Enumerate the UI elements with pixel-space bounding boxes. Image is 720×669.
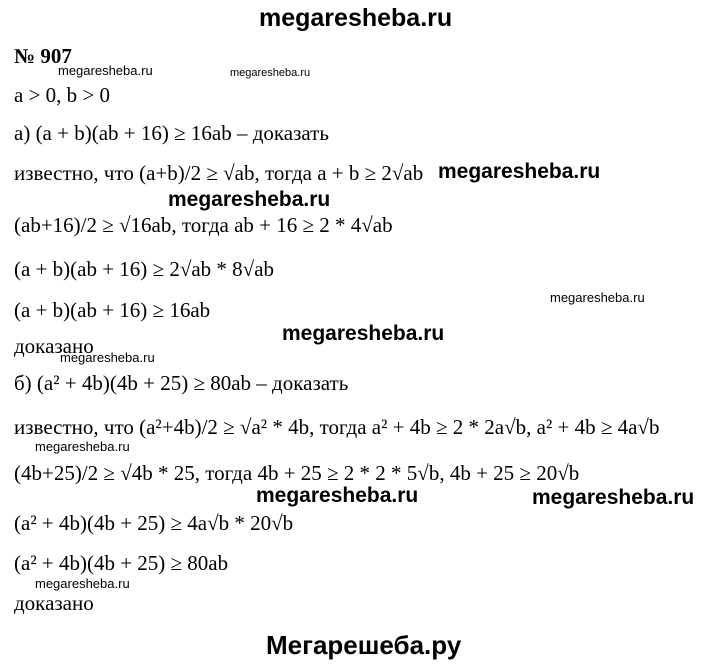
watermark: megaresheba.ru (282, 322, 445, 345)
part-b-step-3: (a² + 4b)(4b + 25) ≥ 4a√b * 20√b (14, 511, 294, 535)
watermark: megaresheba.ru (58, 63, 153, 78)
part-b-step-2: (4b+25)/2 ≥ √4b * 25, тогда 4b + 25 ≥ 2 * 2 * 5√b, 4b + 25 ≥ 20√b (14, 461, 580, 485)
watermark: megaresheba.ru (60, 350, 155, 365)
part-a-step-4: (a + b)(ab + 16) ≥ 16ab (14, 298, 211, 322)
part-a-step-2: (ab+16)/2 ≥ √16ab, тогда ab + 16 ≥ 2 * 4√ab (14, 213, 393, 237)
part-a-step-1: известно, что (a+b)/2 ≥ √ab, тогда a + b ≥ 2√ab (14, 161, 424, 185)
problem-number: № 907 (14, 44, 72, 68)
given-condition: a > 0, b > 0 (14, 83, 111, 107)
part-a-proved: доказано (14, 334, 94, 358)
part-a-statement: а) (a + b)(ab + 16) ≥ 16ab – доказать (14, 121, 329, 145)
watermark: megaresheba.ru (532, 486, 695, 509)
watermark: megaresheba.ru (35, 576, 130, 591)
watermark: megaresheba.ru (168, 188, 331, 211)
site-header: megaresheba.ru (259, 4, 453, 32)
watermark: megaresheba.ru (35, 439, 130, 454)
part-b-proved: доказано (14, 591, 94, 615)
part-a-step-3: (a + b)(ab + 16) ≥ 2√ab * 8√ab (14, 257, 275, 281)
watermark: megaresheba.ru (230, 67, 311, 79)
part-b-statement: б) (a² + 4b)(4b + 25) ≥ 80ab – доказать (14, 371, 349, 395)
site-footer: Мегарешеба.ру (266, 630, 462, 660)
watermark: megaresheba.ru (438, 160, 601, 183)
watermark: megaresheba.ru (550, 290, 645, 305)
part-b-step-1: известно, что (a²+4b)/2 ≥ √a² * 4b, тогда a² + 4b ≥ 2 * 2a√b, a² + 4b ≥ 4a√b (14, 415, 660, 439)
watermark: megaresheba.ru (256, 484, 419, 507)
part-b-step-4: (a² + 4b)(4b + 25) ≥ 80ab (14, 551, 229, 575)
